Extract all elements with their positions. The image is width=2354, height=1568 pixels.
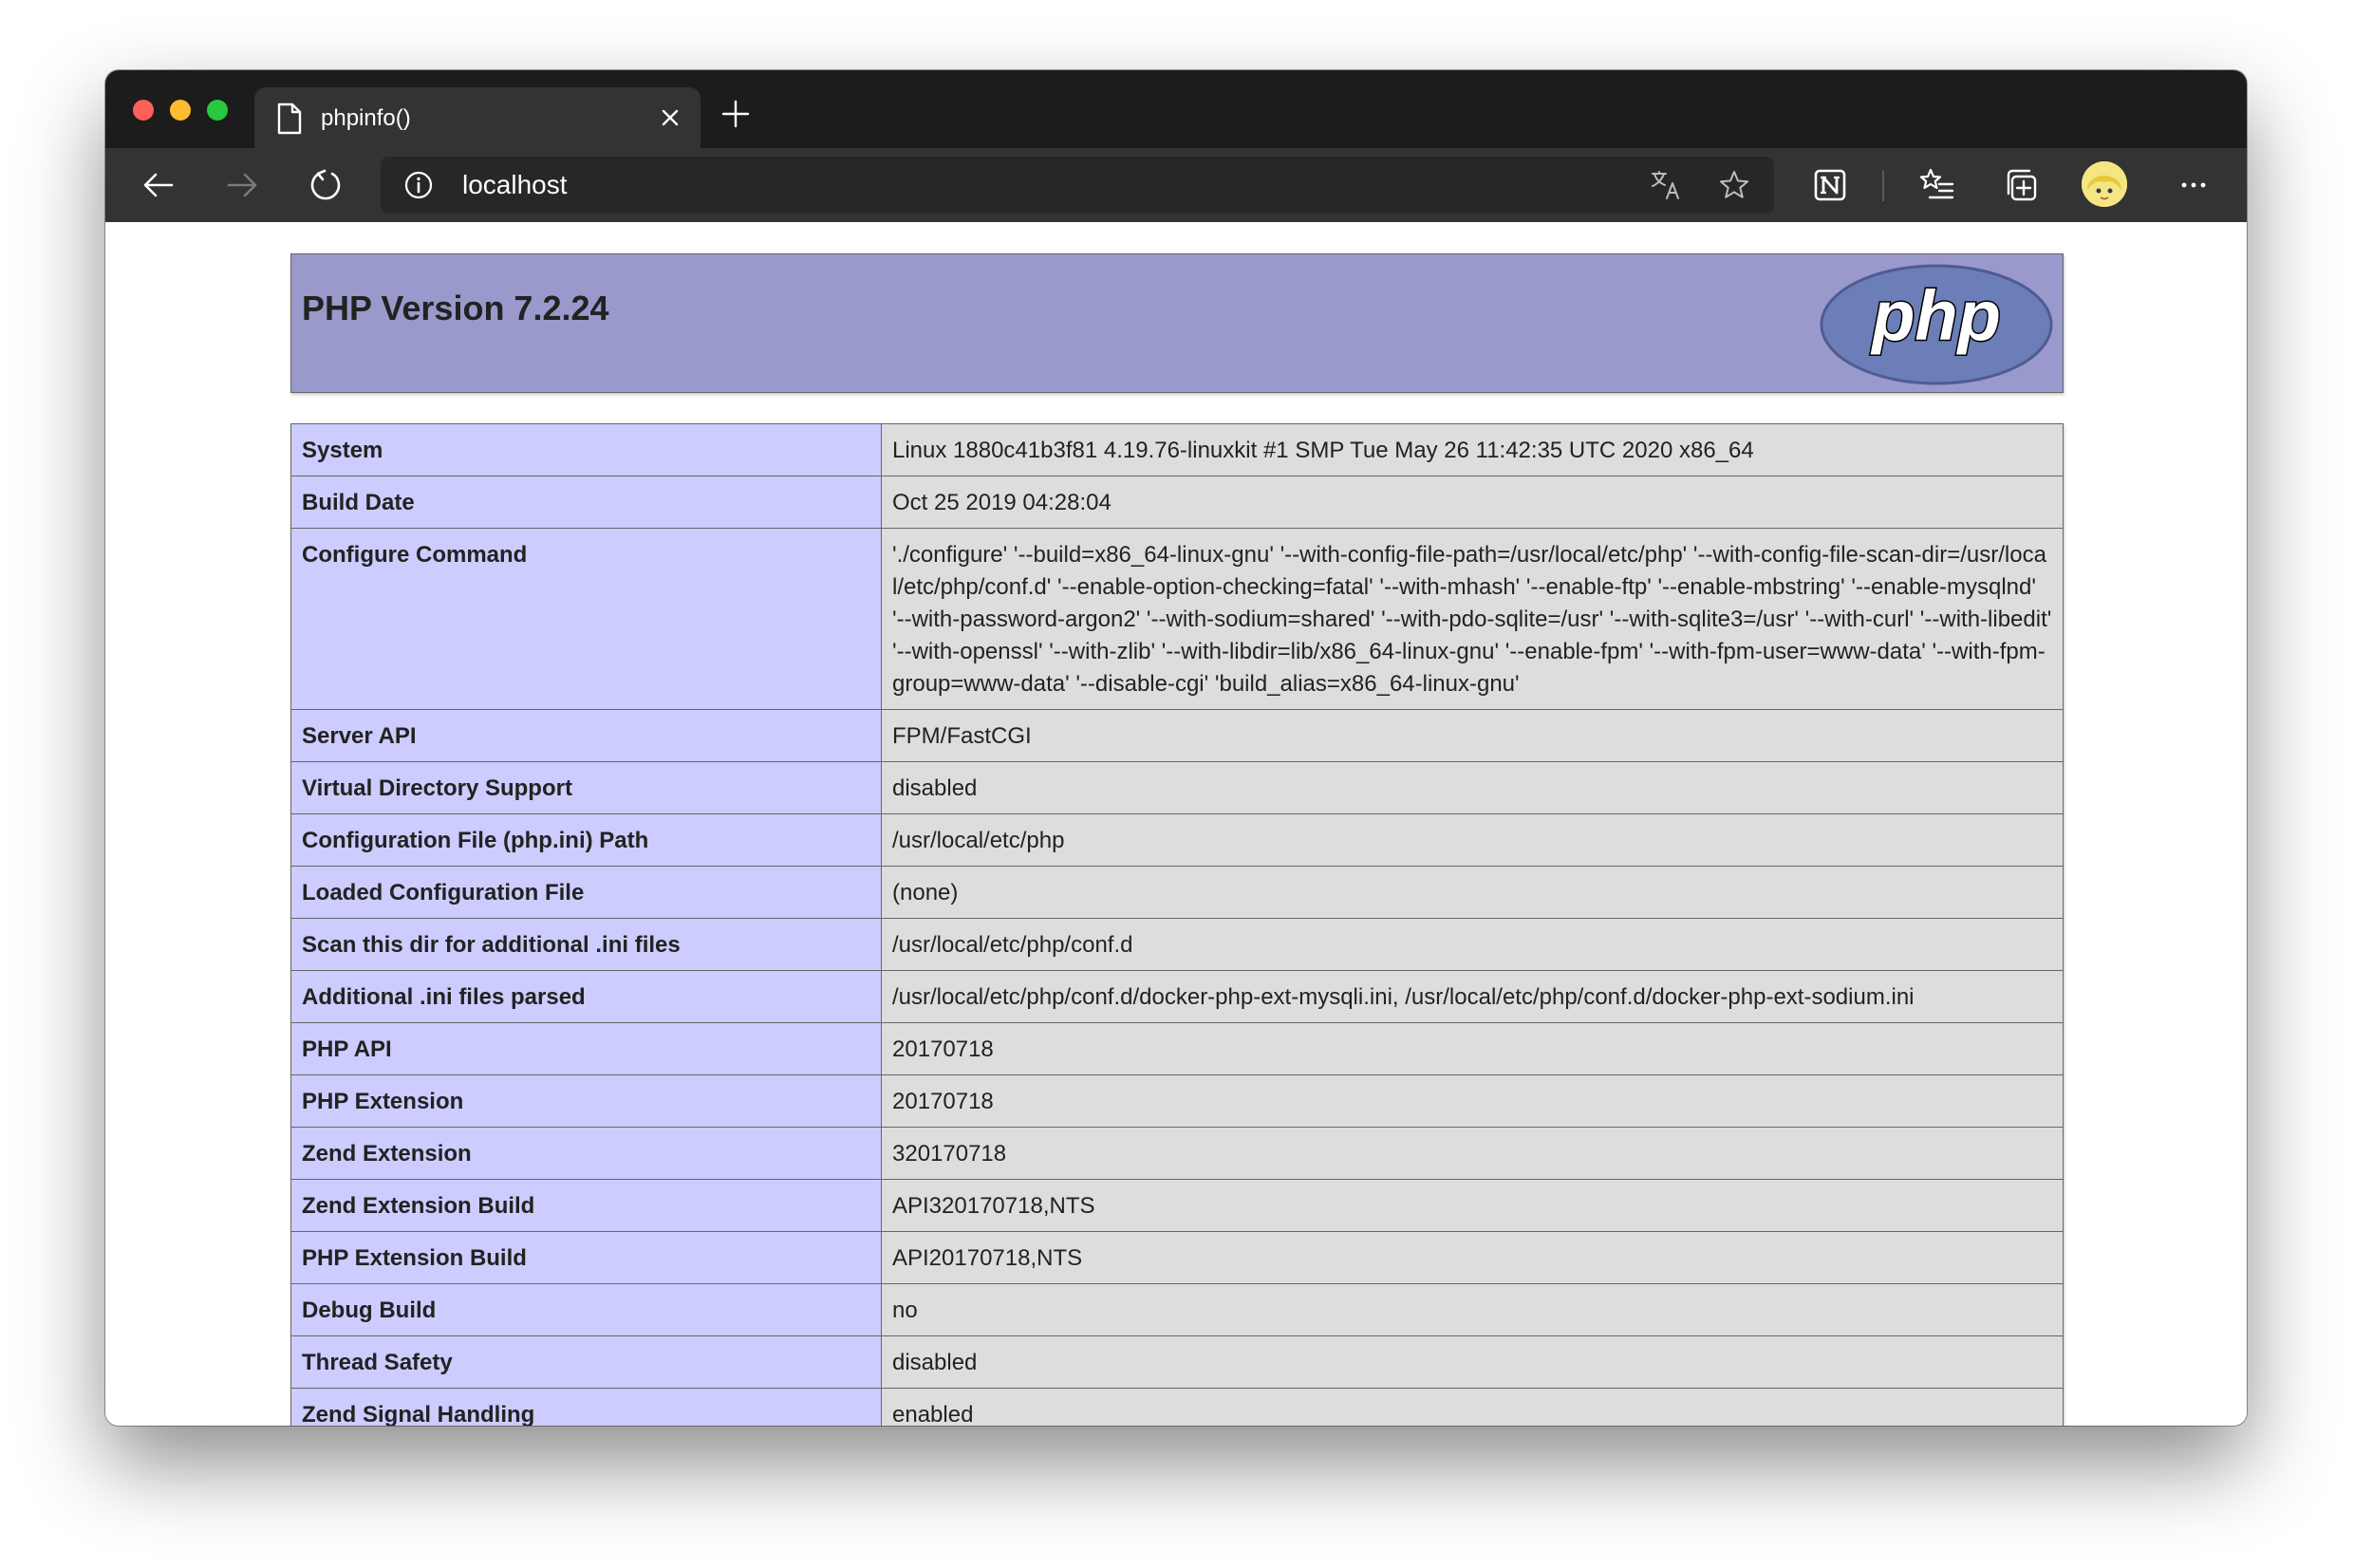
- php-info-rows: [291, 424, 2064, 1427]
- row-value: 320170718: [882, 1128, 2064, 1180]
- row-label: Virtual Directory Support: [291, 762, 882, 814]
- row-label: Scan this dir for additional .ini files: [291, 919, 882, 971]
- table-row: [291, 814, 2064, 867]
- row-label: Additional .ini files parsed: [291, 971, 882, 1023]
- table-row: [291, 529, 2064, 710]
- info-icon[interactable]: [403, 170, 434, 200]
- url-text[interactable]: localhost: [462, 170, 568, 199]
- table-row: [291, 867, 2064, 919]
- table-row: [291, 1180, 2064, 1232]
- back-arrow-icon[interactable]: [140, 166, 177, 204]
- table-row: [291, 971, 2064, 1023]
- row-label: PHP API: [291, 1023, 882, 1075]
- toolbar-divider: [1882, 171, 1884, 201]
- more-icon[interactable]: [2175, 166, 2213, 204]
- address-bar[interactable]: [381, 157, 1774, 214]
- page-content: [105, 222, 2247, 1426]
- row-value: 20170718: [882, 1023, 2064, 1075]
- row-label: Build Date: [291, 476, 882, 529]
- table-row: [291, 424, 2064, 476]
- close-icon[interactable]: [657, 104, 683, 131]
- close-window-button[interactable]: [133, 100, 154, 121]
- table-row: [291, 1389, 2064, 1427]
- row-label: PHP Extension: [291, 1075, 882, 1128]
- favorites-list-icon[interactable]: [1918, 166, 1956, 204]
- row-value: './configure' '--build=x86_64-linux-gnu' '--with-config-file-path=/usr/local/etc/php' '--with-config-file-scan-dir=/usr/local/etc/php/conf.d' '--enable-option-checking=fatal' '--with-mhash' '--enable-ftp' '--enable-mbstring' '--enable-mysqlnd' '--with-password-argon2' '--with-sodium=shared' '--with-pdo-sqlite=/usr' '--with-sqlite3=/usr' '--with-curl' '--with-libedit' '--with-openssl' '--with-zlib' '--with-libdir=lib/x86_64-linux-gnu' '--enable-fpm' '--with-fpm-user=www-data' '--with-fpm-group=www-data' '--disable-cgi' 'build_alias=x86_64-linux-gnu': [882, 529, 2064, 710]
- table-row: [291, 1023, 2064, 1075]
- row-label: PHP Extension Build: [291, 1232, 882, 1284]
- row-label: Configuration File (php.ini) Path: [291, 814, 882, 867]
- row-label: Server API: [291, 710, 882, 762]
- row-value: 20170718: [882, 1075, 2064, 1128]
- php-logo[interactable]: [1820, 262, 2053, 385]
- table-row: [291, 1284, 2064, 1336]
- browser-window: [105, 70, 2247, 1426]
- row-label: Debug Build: [291, 1284, 882, 1336]
- tab-title: phpinfo(): [321, 105, 411, 131]
- table-row: [291, 762, 2064, 814]
- php-logo-text: php: [1872, 276, 2001, 355]
- row-label: Zend Signal Handling: [291, 1389, 882, 1427]
- avatar[interactable]: [2082, 161, 2127, 207]
- row-value: Oct 25 2019 04:28:04: [882, 476, 2064, 529]
- table-row: [291, 710, 2064, 762]
- row-value: FPM/FastCGI: [882, 710, 2064, 762]
- plus-icon[interactable]: [720, 99, 751, 129]
- table-row: [291, 1128, 2064, 1180]
- row-value: disabled: [882, 1336, 2064, 1389]
- row-label: System: [291, 424, 882, 476]
- notion-icon[interactable]: [1811, 166, 1849, 204]
- avatar-image: [2082, 161, 2127, 207]
- table-row: [291, 476, 2064, 529]
- table-row: [291, 1075, 2064, 1128]
- row-label: Thread Safety: [291, 1336, 882, 1389]
- title-bar: [105, 70, 2247, 148]
- document-icon: [275, 103, 304, 135]
- browser-toolbar: [105, 148, 2247, 222]
- minimize-window-button[interactable]: [170, 100, 191, 121]
- translate-icon[interactable]: [1649, 168, 1683, 202]
- row-label: Zend Extension Build: [291, 1180, 882, 1232]
- php-version-header: [290, 253, 2064, 393]
- row-value: no: [882, 1284, 2064, 1336]
- php-info-table: [290, 423, 2064, 1426]
- collections-icon[interactable]: [2003, 166, 2041, 204]
- row-value: Linux 1880c41b3f81 4.19.76-linuxkit #1 SMP Tue May 26 11:42:35 UTC 2020 x86_64: [882, 424, 2064, 476]
- reload-icon[interactable]: [307, 166, 345, 204]
- row-label: Loaded Configuration File: [291, 867, 882, 919]
- row-value: enabled: [882, 1389, 2064, 1427]
- row-value: (none): [882, 867, 2064, 919]
- row-value: /usr/local/etc/php/conf.d/docker-php-ext-mysqli.ini, /usr/local/etc/php/conf.d/docker-php-ext-sodium.ini: [882, 971, 2064, 1023]
- star-icon[interactable]: [1717, 168, 1751, 202]
- zoom-window-button[interactable]: [207, 100, 228, 121]
- table-row: [291, 919, 2064, 971]
- page-title: PHP Version 7.2.24: [302, 289, 609, 327]
- row-value: /usr/local/etc/php/conf.d: [882, 919, 2064, 971]
- table-row: [291, 1232, 2064, 1284]
- row-value: API20170718,NTS: [882, 1232, 2064, 1284]
- row-value: API320170718,NTS: [882, 1180, 2064, 1232]
- forward-arrow-icon[interactable]: [223, 166, 261, 204]
- row-value: disabled: [882, 762, 2064, 814]
- tab-phpinfo[interactable]: [254, 87, 701, 148]
- row-label: Configure Command: [291, 529, 882, 710]
- row-label: Zend Extension: [291, 1128, 882, 1180]
- table-row: [291, 1336, 2064, 1389]
- row-value: /usr/local/etc/php: [882, 814, 2064, 867]
